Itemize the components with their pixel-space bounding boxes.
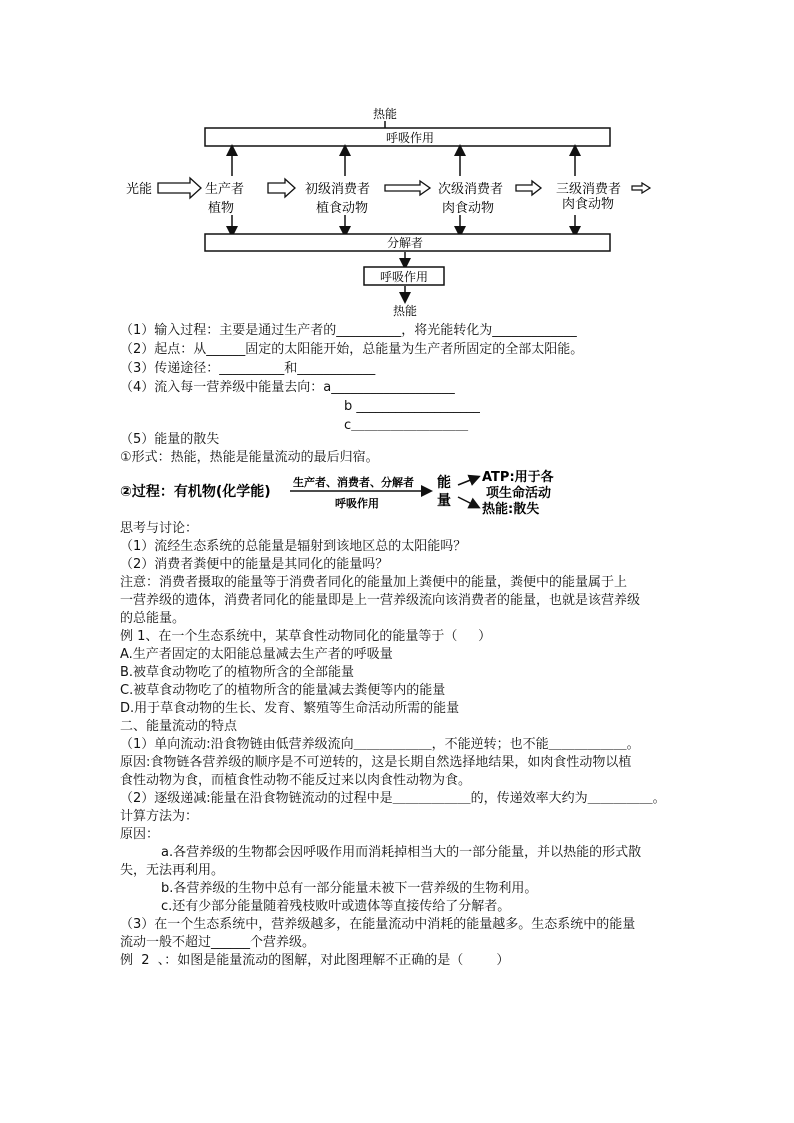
text-line-section-heading: 二、能量流动的特点 [120, 719, 238, 734]
text-line-reason-a-cont: 失，无法再利用。 [120, 863, 225, 878]
text-line-option-c: C.被草食动物吃了的植物所含的能量减去粪便等内的能量 [120, 683, 446, 698]
text-line-blank-c: c＿＿＿＿＿＿＿＿＿ [344, 418, 469, 433]
tertiary-arrow [632, 183, 650, 193]
primary-arrow [385, 181, 430, 195]
energy-flow-diagram [0, 0, 794, 320]
primary-consumer-label: 初级消费者 [305, 182, 371, 197]
text-line-note-2: 一营养级的遗体，消费者同化的能量即是上一营养级流向该消费者的能量，也就是该营养级 [120, 593, 641, 608]
process-energy-char1: 能 [437, 475, 451, 491]
process-diagram [0, 465, 794, 525]
text-line-option-a: A.生产者固定的太阳能总量减去生产者的呼吸量 [120, 647, 393, 662]
text-line-example-1: 例 1、在一个生态系统中，某草食性动物同化的能量等于（ ） [120, 629, 492, 644]
text-line-reason-c: c.还有少部分能量随着残枝败叶或遗体等直接传给了分解者。 [161, 899, 511, 914]
text-line-one-way-flow: （1）单向流动:沿食物链由低营养级流向＿＿＿＿＿＿，不能逆转；也不能＿＿＿＿＿＿。 [120, 737, 640, 752]
primary-consumer-sub: 植食动物 [316, 201, 369, 216]
text-line-trophic-levels-1: （3）在一个生态系统中，营养级越多，在能量流动中消耗的能量越多。生态系统中的能量 [120, 917, 636, 932]
process-arrow-top: 生产者、消费者、分解者 [293, 476, 414, 489]
text-line-option-d: D.用于草食动物的生长、发育、繁殖等生命活动所需的能量 [120, 701, 460, 716]
text-line-energy-dissipation: （5）能量的散失 [120, 432, 220, 447]
text-line-question-1: （1）流经生态系统的总能量是辐射到该地区总的太阳能吗？ [120, 539, 467, 554]
secondary-consumer-sub: 肉食动物 [442, 201, 495, 216]
text-line-reason-b: b.各营养级的生物中总有一部分能量未被下一营养级的生物利用。 [161, 881, 538, 896]
text-line-reason-a: a.各营养级的生物都会因呼吸作用而消耗掉相当大的一部分能量，并以热能的形式散 [161, 845, 642, 860]
atp-label-line2: 项生命活动 [486, 486, 552, 501]
text-line-reason-1: 原因:食物链各营养级的顺序是不可逆转的，这是长期自然选择地结果，如肉食性动物以植 [120, 755, 632, 770]
process-arrow-bottom: 呼吸作用 [335, 497, 379, 510]
tertiary-consumer-sub: 肉食动物 [562, 197, 615, 212]
bottom-heat-label: 热能 [392, 304, 418, 318]
text-line-energy-destination: （4）流入每一营养级中能量去向：a___________________ [120, 380, 455, 395]
text-line-reason-heading: 原因： [120, 827, 160, 842]
text-line-calc-method: 计算方法为： [120, 809, 199, 824]
atp-label-line1: ATP:用于各 [482, 470, 554, 485]
light-arrow [158, 178, 201, 198]
text-line-discussion-heading: 思考与讨论： [120, 521, 199, 536]
heat-dissipation-label: 热能:散失 [482, 502, 540, 517]
secondary-consumer-label: 次级消费者 [438, 182, 504, 197]
producer-label: 生产者 [205, 182, 245, 197]
process-left-label: ②过程：有机物(化学能) [120, 484, 271, 500]
text-line-input-process: （1）输入过程：主要是通过生产者的__________，将光能转化为_____________ [120, 323, 577, 338]
text-line-example-2: 例 2 、：如图是能量流动的图解，对此图理解不正确的是（ ） [120, 953, 510, 968]
top-respiration-label: 呼吸作用 [385, 131, 435, 145]
text-line-start-point: （2）起点：从______固定的太阳能开始，总能量为生产者所固定的全部太阳能。 [120, 342, 584, 357]
bottom-respiration-label: 呼吸作用 [379, 270, 429, 284]
process-energy-char2: 量 [437, 493, 451, 509]
top-heat-label: 热能 [372, 107, 398, 121]
text-line-decrease: （2）逐级递减:能量在沿食物链流动的过程中是＿＿＿＿＿＿的，传递效率大约为＿＿＿＿＿。 [120, 791, 666, 806]
producer-arrow [268, 179, 295, 197]
text-line-reason-2: 食性动物为食，而植食性动物不能反过来以肉食性动物为食。 [120, 773, 472, 788]
text-line-heat-form: ①形式：热能，热能是能量流动的最后归宿。 [120, 450, 379, 465]
secondary-arrow [516, 181, 541, 195]
text-line-note-3: 的总能量。 [120, 611, 186, 626]
text-line-option-b: B.被草食动物吃了的植物所含的全部能量 [120, 665, 355, 680]
producer-sub: 植物 [208, 201, 235, 216]
decomposer-label: 分解者 [386, 236, 424, 250]
text-line-note-1: 注意：消费者摄取的能量等于消费者同化的能量加上粪便中的能量，粪便中的能量属于上 [120, 575, 628, 590]
text-line-trophic-levels-2: 流动一般不超过______个营养级。 [120, 935, 316, 950]
text-line-transfer-path: （3）传递途径：__________和____________ [120, 361, 376, 376]
light-energy-label: 光能 [126, 182, 153, 197]
text-line-question-2: （2）消费者粪便中的能量是其同化的能量吗？ [120, 557, 389, 572]
tertiary-consumer-label: 三级消费者 [556, 182, 622, 197]
text-line-blank-b: b ___________________ [344, 399, 480, 414]
